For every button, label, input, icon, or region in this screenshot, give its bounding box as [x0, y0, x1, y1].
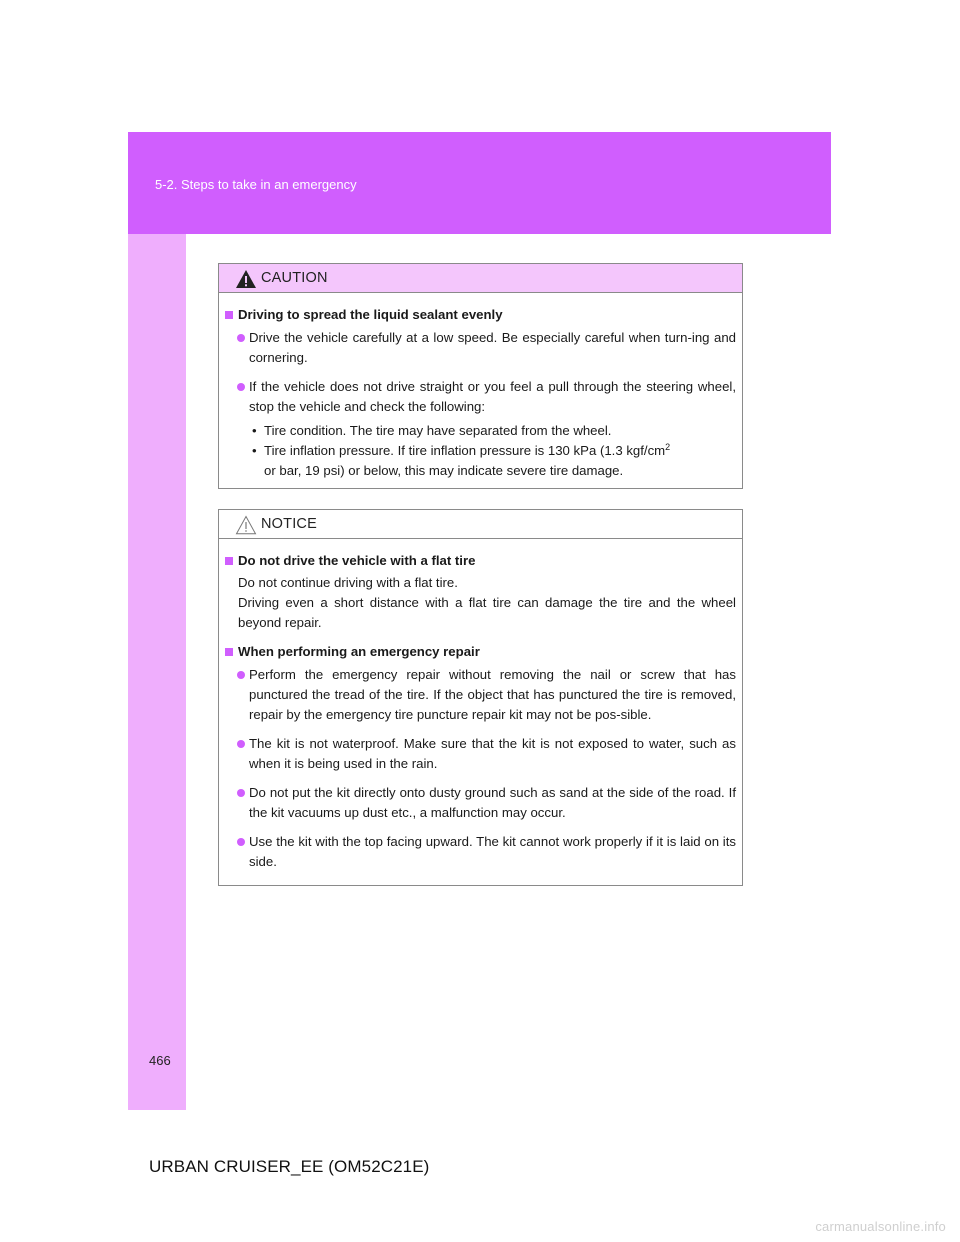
- caution-header: [219, 264, 742, 293]
- square-bullet-icon: [225, 311, 233, 319]
- list-item-text: Use the kit with the top facing upward. The kit cannot work properly if it is laid on its side.: [249, 834, 736, 869]
- caution-title: CAUTION: [261, 270, 328, 286]
- list-item: [224, 665, 736, 725]
- section-title: 5-2. Steps to take in an emergency: [155, 177, 357, 192]
- superscript: 2: [665, 442, 671, 452]
- page-number: 466: [149, 1053, 171, 1068]
- notice-heading-text: When performing an emergency repair: [238, 644, 480, 659]
- round-bullet-icon: [237, 671, 245, 679]
- round-bullet-icon: [237, 383, 245, 391]
- notice-paragraphs: [224, 573, 736, 633]
- notice-heading-text: Do not drive the vehicle with a flat tire: [238, 553, 476, 568]
- notice-heading: [224, 551, 736, 571]
- check-item: [224, 441, 736, 481]
- dot-marker-icon: •: [252, 443, 257, 458]
- round-bullet-icon: [237, 838, 245, 846]
- notice-header: [219, 510, 742, 539]
- list-item-text: The kit is not waterproof. Make sure that the kit is not exposed to water, such as when it is being used in the rain.: [249, 736, 736, 771]
- warning-triangle-filled-icon: [235, 269, 257, 289]
- list-item-text: Do not put the kit directly onto dusty ground such as sand at the side of the road. If the kit vacuums up dust etc., a malfunction may occur.: [249, 785, 736, 820]
- list-item: [224, 832, 736, 872]
- caution-box: [218, 263, 743, 489]
- side-strip: [128, 132, 186, 1110]
- check-item: [224, 421, 736, 441]
- check-item-text: Tire inflation pressure. If tire inflation pressure is 130 kPa (1.3 kgf/cm: [264, 443, 666, 458]
- caution-heading: [224, 305, 736, 325]
- notice-title: NOTICE: [261, 516, 317, 532]
- square-bullet-icon: [225, 557, 233, 565]
- notice-box: [218, 509, 743, 886]
- square-bullet-icon: [225, 648, 233, 656]
- paragraph: Do not continue driving with a flat tire.: [238, 575, 458, 590]
- list-item: [224, 377, 736, 417]
- list-item: [224, 734, 736, 774]
- list-item-text: If the vehicle does not drive straight or you feel a pull through the steering wheel, stop the vehicle and check the following:: [249, 379, 736, 414]
- round-bullet-icon: [237, 740, 245, 748]
- caution-heading-text: Driving to spread the liquid sealant evenly: [238, 307, 503, 322]
- list-item-text: Perform the emergency repair without removing the nail or screw that has punctured the tread of the tire. If the object that has punctured the tire is removed, repair by the emergency tire puncture repair kit may not be pos-sible.: [249, 667, 736, 722]
- manual-code: URBAN CRUISER_EE (OM52C21E): [149, 1157, 430, 1176]
- round-bullet-icon: [237, 334, 245, 342]
- warning-triangle-outline-icon: [235, 515, 257, 535]
- caution-body: [219, 293, 742, 481]
- notice-body: [219, 539, 742, 872]
- check-item-text: Tire condition. The tire may have separated from the wheel.: [264, 423, 612, 438]
- list-item: [224, 783, 736, 823]
- round-bullet-icon: [237, 789, 245, 797]
- list-item: [224, 328, 736, 368]
- paragraph: Driving even a short distance with a flat tire can damage the tire and the wheel beyond repair.: [238, 595, 736, 630]
- notice-heading: [224, 642, 736, 662]
- list-item-text: Drive the vehicle carefully at a low speed. Be especially careful when turn-ing and cornering.: [249, 330, 736, 365]
- watermark: carmanualsonline.info: [815, 1219, 946, 1234]
- check-item-text-continued: or bar, 19 psi) or below, this may indicate severe tire damage.: [264, 463, 624, 478]
- dot-marker-icon: •: [252, 423, 257, 438]
